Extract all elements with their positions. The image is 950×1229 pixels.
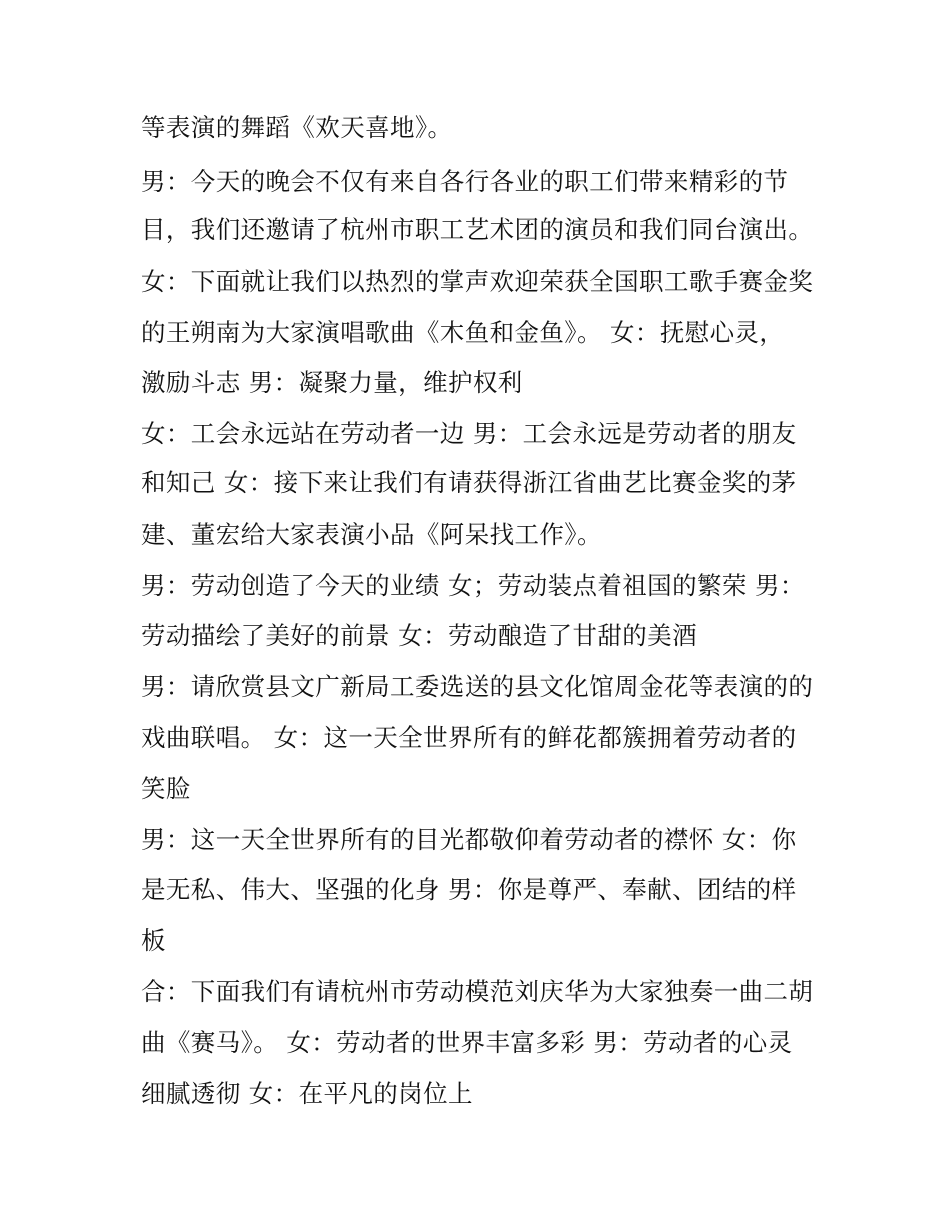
text-line: 目，我们还邀请了杭州市职工艺术团的演员和我们同台演出。: [141, 215, 814, 244]
text-line: 男：今天的晚会不仅有来自各行各业的职工们带来精彩的节: [141, 167, 789, 196]
text-line: 戏曲联唱。 女：这一天全世界所有的鲜花都簇拥着劳动者的: [141, 723, 797, 752]
text-line: 板: [141, 926, 166, 955]
text-line: 女：下面就让我们以热烈的掌声欢迎荣获全国职工歌手赛金奖: [141, 267, 814, 296]
text-line: 曲《赛马》。 女：劳动者的世界丰富多彩 男：劳动者的心灵: [141, 1028, 793, 1057]
text-line: 男：请欣赏县文广新局工委选送的县文化馆周金花等表演的的: [141, 672, 814, 701]
text-line: 建、董宏给大家表演小品《阿呆找工作》。: [141, 520, 602, 549]
text-line: 的王朔南为大家演唱歌曲《木鱼和金鱼》。 女：抚慰心灵，: [141, 318, 785, 347]
text-line: 男：这一天全世界所有的目光都敬仰着劳动者的襟怀 女：你: [141, 825, 797, 854]
text-line: 是无私、伟大、坚强的化身 男：你是尊严、奉献、团结的样: [141, 875, 797, 904]
text-line: 和知己 女：接下来让我们有请获得浙江省曲艺比赛金奖的茅: [141, 468, 797, 497]
text-line: 细腻透彻 女：在平凡的岗位上: [141, 1079, 473, 1108]
text-line: 劳动描绘了美好的前景 女：劳动酿造了甘甜的美酒: [141, 621, 697, 650]
text-line: 激励斗志 男：凝聚力量，维护权利: [141, 368, 523, 397]
text-line: 笑脸: [141, 774, 191, 803]
text-line: 女：工会永远站在劳动者一边 男：工会永远是劳动者的朋友: [141, 419, 797, 448]
text-line: 等表演的舞蹈《欢天喜地》。: [141, 113, 453, 142]
text-line: 男：劳动创造了今天的业绩 女；劳动装点着祖国的繁荣 男：: [141, 571, 805, 600]
text-line: 合：下面我们有请杭州市劳动模范刘庆华为大家独奏一曲二胡: [141, 977, 814, 1006]
